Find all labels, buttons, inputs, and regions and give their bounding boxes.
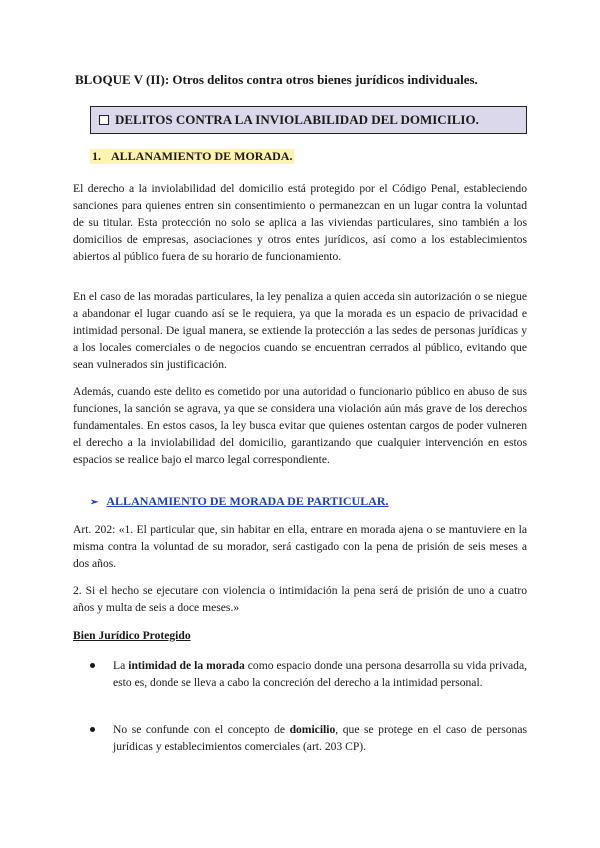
article-paragraph-1: Art. 202: «1. El particular que, sin habitar en ella, entrare en morada ajena o se mantuviere en la misma contra la voluntad de su morador, será castigado con la pena de prisión de seis meses a dos años. [73, 523, 527, 570]
bullet-text-post: , que se protege en el caso de personas jurídicas y establecimientos comerciales (art. 203 CP). [113, 723, 527, 753]
heading-text: ALLANAMIENTO DE MORADA. [111, 149, 293, 163]
bullet-text-post: como espacio donde una persona desarrolla su vida privada, esto es, donde se lleva a cabo la concreción del derecho a la intimidad personal. [113, 659, 528, 689]
bullet-text-bold: domicilio [289, 723, 336, 736]
bien-juridico-heading: Bien Jurídico Protegido [73, 629, 191, 642]
bullet-text-pre: No se confunde con el concepto de [113, 723, 290, 736]
list-item [90, 721, 527, 755]
bullet-dot-icon [90, 663, 95, 668]
arrow-right-icon: ➢ [90, 497, 99, 508]
bullet-text-bold: intimidad de la morada [128, 659, 245, 672]
empty-checkbox-icon [99, 115, 109, 125]
list-item [90, 657, 527, 691]
sub-heading-particular[interactable] [90, 494, 389, 509]
paragraph-3: Además, cuando este delito es cometido por una autoridad o funcionario público en abuso de sus funciones, la sanción se agrava, ya que se considera una violación aún más grave de los derechos fundamentales. En estos casos, la ley busca evitar que quienes ostentan cargos de poder vulneren el derecho a la inviolabilidad del domicilio, garantizando que cualquier intervención en estos espacios se realice bajo el marco legal correspondiente. [73, 385, 527, 466]
paragraph-1: El derecho a la inviolabilidad del domicilio está protegido por el Código Penal, estableciendo sanciones para quienes entren sin consentimiento o permanezcan en un lugar contra la voluntad de su titular. Esta protección no solo se aplica a las viviendas particulares, sino también a los domicilios de empresas, asociaciones y otros entes jurídicos, así como a los establecimientos abiertos al público fuera de su horario de funcionamiento. [73, 182, 527, 263]
article-paragraph-2: 2. Si el hecho se ejecutare con violencia o intimidación la pena será de prisión de uno a cuatro años y multa de seis a doce meses.» [73, 584, 527, 614]
bien-juridico-list [90, 657, 527, 691]
section-heading-box [90, 106, 527, 134]
heading-allanamiento [90, 149, 294, 164]
bien-juridico-list-2 [90, 721, 527, 755]
document-title: BLOQUE V (II): Otros delitos contra otros bienes jurídicos individuales. [75, 72, 478, 87]
heading-number: 1. [92, 149, 101, 163]
bullet-dot-icon [90, 727, 95, 732]
section-heading-label: DELITOS CONTRA LA INVIOLABILIDAD DEL DOMICILIO. [115, 112, 479, 127]
sub-heading-link[interactable]: ALLANAMIENTO DE MORADA DE PARTICULAR. [106, 494, 389, 508]
paragraph-2: En el caso de las moradas particulares, la ley penaliza a quien acceda sin autorización o se niegue a abandonar el lugar cuando así se le requiera, ya que la morada es un espacio de privacidad e intimidad personal. De igual manera, se extiende la protección a las sedes de personas jurídicas y a los locales comerciales o de negocios cuando se encuentran cerrados al público, evitando que sean vulnerados sin justificación. [73, 290, 527, 371]
bullet-text-pre: La [113, 659, 129, 672]
